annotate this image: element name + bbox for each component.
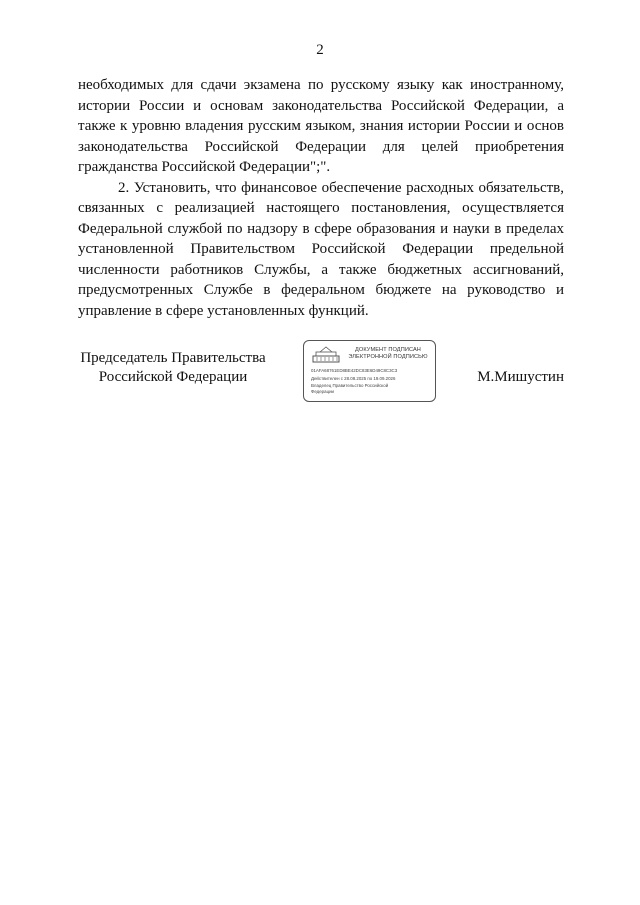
stamp-heading	[342, 347, 434, 361]
page-number: 2	[316, 42, 324, 58]
signatory-title-line-1: Председатель Правительства	[80, 350, 266, 366]
signatory-title-line-2: Российской Федерации	[98, 369, 248, 385]
paragraph-clause-2: 2. Установить, что финансовое обеспечение расходных обязательств, связанных с реализацией настоящего постановления, осуществляется Федеральной службой по надзору в сфере образования и науки в пределах установленной Правительством Российской Федерации предельной численности работников Службы, а также бюджетных ассигнований, предусмотренных Службе в федеральном бюджете на руководство и управление в сфере установленных функций.	[78, 179, 564, 319]
signatory-name: М.Мишустин	[477, 369, 564, 385]
paragraph-continuation: необходимых для сдачи экзамена по русскому языку как иностранному, истории России и основам законодательства Российской Федерации, а также к уровню владения русским языком, знания истории России и основ законодательства Российской Федерации для целей приобретения гражданства Российской Федерации";".	[78, 77, 564, 175]
stamp-validity: Действителен с 28.08.2025 по 19.09.2026	[311, 376, 396, 381]
stamp-owner-line-2: Федерации	[311, 389, 334, 394]
stamp-owner-line-1: Владелец Правительство Российской	[311, 383, 389, 388]
stamp-certificate-serial: 01AFA68761ED8BE42DC83E6D49C8C3C3	[311, 368, 398, 373]
electronic-signature-stamp	[303, 340, 436, 402]
stamp-heading-line-1: ДОКУМЕНТ ПОДПИСАН	[355, 347, 421, 353]
coat-of-arms-icon	[311, 346, 341, 364]
signatory-title	[78, 349, 268, 387]
stamp-heading-line-2: ЭЛЕКТРОННОЙ ПОДПИСЬЮ	[348, 354, 428, 360]
document-body	[78, 75, 564, 321]
